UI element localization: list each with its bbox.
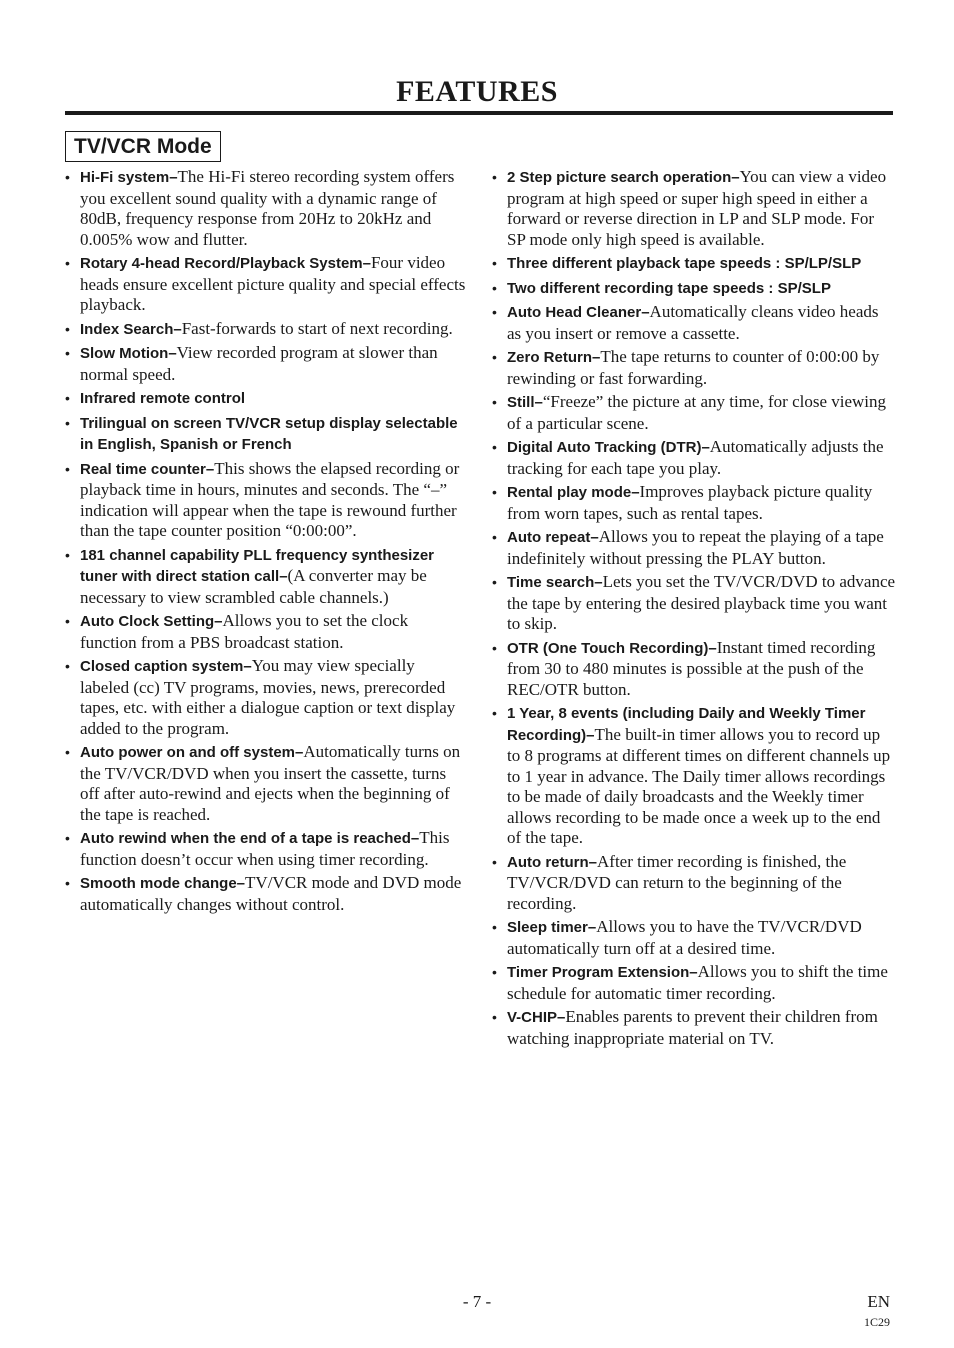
feature-description: The Hi-Fi stereo recording system offers you excellent sound quality with a dynamic range of 80dB, frequency response from 20Hz to 20kHz and 0.005% wow and flutter.	[80, 167, 455, 249]
list-item	[492, 347, 896, 389]
feature-description: View recorded program at slower than normal speed.	[80, 343, 438, 384]
list-item	[65, 413, 467, 456]
feature-description: You can view a video program at high speed or super high speed in either a forward or reverse direction in LP and SLP mode. For SP mode only high speed is available.	[507, 167, 887, 249]
feature-term: 181 channel capability PLL frequency synthesizer tuner with direct station call–	[80, 546, 435, 585]
feature-description: This function doesn’t occur when using timer recording.	[80, 828, 450, 869]
feature-term: Zero Return–	[507, 349, 601, 366]
bullet-icon: •	[492, 279, 497, 296]
bullet-icon: •	[65, 830, 70, 846]
list-item	[65, 167, 467, 250]
feature-term: Real time counter–	[80, 460, 215, 478]
feature-term: 1 Year, 8 events (including Daily and Weekly Timer Recording)–	[507, 705, 866, 744]
feature-description: Allows you to set the clock function from a PBS broadcast station.	[80, 611, 409, 652]
bullet-icon: •	[65, 320, 70, 337]
list-item	[65, 545, 467, 609]
feature-description: (A converter may be necessary to view scrambled cable channels.)	[80, 566, 427, 607]
feature-term: Three different playback tape speeds : SP/LP/SLP	[507, 255, 862, 272]
list-item	[65, 343, 467, 385]
right-feature-list	[492, 167, 896, 1052]
bullet-icon: •	[492, 439, 497, 455]
feature-description: Allows you to repeat the playing of a tape indefinitely without pressing the PLAY button.	[507, 527, 884, 568]
bullet-icon: •	[492, 919, 497, 935]
feature-term: Trilingual on screen TV/VCR setup display selectable in English, Spanish or French	[80, 414, 458, 453]
feature-term: Sleep timer–	[507, 919, 597, 936]
feature-description: Enables parents to prevent their children from watching inappropriate material on TV.	[507, 1007, 878, 1048]
bullet-icon: •	[65, 658, 70, 674]
list-item	[65, 742, 467, 825]
bullet-icon: •	[65, 169, 70, 185]
feature-term: Auto rewind when the end of a tape is reached–	[80, 830, 420, 847]
bullet-icon: •	[492, 304, 497, 320]
list-item	[65, 388, 467, 410]
list-item	[65, 656, 467, 739]
list-item	[492, 253, 896, 275]
document-code: 1C29	[863, 1315, 890, 1329]
feature-description: After timer recording is finished, the TV/VCR/DVD can return to the beginning of the recording.	[507, 851, 847, 913]
bullet-icon: •	[492, 349, 497, 365]
feature-description: The tape returns to counter of 0:00:00 by rewinding or fast forwarding.	[507, 347, 880, 388]
bullet-icon: •	[65, 744, 70, 760]
feature-description: Four video heads ensure excellent picture quality and special effects playback.	[80, 253, 466, 314]
list-item	[65, 611, 467, 653]
feature-term: Closed caption system–	[80, 658, 252, 675]
list-item	[65, 828, 467, 870]
list-item	[492, 1007, 896, 1049]
bullet-icon: •	[492, 853, 497, 870]
bullet-icon: •	[492, 255, 497, 271]
feature-term: Auto power on and off system–	[80, 744, 304, 761]
bullet-icon: •	[492, 394, 497, 410]
list-item	[492, 917, 896, 959]
bullet-icon: •	[492, 484, 497, 500]
feature-description: Instant timed recording from 30 to 480 minutes is possible at the push of the REC/OTR button.	[507, 637, 876, 699]
list-item	[65, 253, 467, 316]
feature-description: Allows you to have the TV/VCR/DVD automatically turn off at a desired time.	[507, 917, 862, 958]
bullet-icon: •	[492, 529, 497, 545]
feature-description: The built-in timer allows you to record up to 8 programs at different times on different channels up to 1 year in advance. The Daily timer allows recordings to be made of daily broadcasts and the Weekly timer allows recording to be made once a week up to the end of the tape.	[507, 724, 891, 847]
feature-term: Auto return–	[507, 853, 597, 871]
list-item	[492, 527, 896, 569]
bullet-icon: •	[492, 705, 497, 721]
feature-term: Slow Motion–	[80, 345, 177, 362]
bullet-icon: •	[492, 574, 497, 590]
feature-description: Automatically turns on the TV/VCR/DVD when you insert the cassette, turns off after auto-rewind and ejects when the beginning of the tape is reached.	[80, 742, 461, 824]
feature-term: Digital Auto Tracking (DTR)–	[507, 439, 710, 456]
bullet-icon: •	[65, 613, 70, 629]
bullet-icon: •	[65, 460, 70, 477]
bullet-icon: •	[492, 1009, 497, 1025]
list-item	[492, 852, 896, 915]
feature-term: Smooth mode change–	[80, 875, 246, 892]
feature-description: Allows you to shift the time schedule for automatic timer recording.	[507, 962, 888, 1003]
feature-term: Hi-Fi system–	[80, 169, 178, 186]
feature-description: You may view specially labeled (cc) TV programs, movies, news, prerecorded tapes, etc. with either a dialogue caption or text display added to the program.	[80, 656, 456, 738]
list-item	[492, 278, 896, 300]
feature-term: Index Search–	[80, 320, 182, 338]
feature-term: Auto repeat–	[507, 529, 599, 546]
bullet-icon: •	[492, 639, 497, 656]
feature-term: V-CHIP–	[507, 1009, 566, 1026]
feature-term: OTR (One Touch Recording)–	[507, 639, 717, 657]
feature-term: 2 Step picture search operation–	[507, 169, 740, 186]
page-title: FEATURES	[396, 75, 558, 108]
list-item	[492, 572, 896, 635]
bullet-icon: •	[492, 964, 497, 980]
list-item	[65, 459, 467, 542]
feature-description: Fast-forwards to start of next recording.	[181, 318, 453, 338]
list-item	[65, 319, 467, 341]
list-item	[492, 167, 896, 250]
list-item	[492, 302, 896, 344]
page-number: - 7 -	[462, 1292, 492, 1311]
feature-term: Auto Head Cleaner–	[507, 304, 650, 321]
title-rule	[65, 111, 893, 115]
bullet-icon: •	[65, 390, 70, 406]
list-item	[492, 392, 896, 434]
list-item	[492, 703, 896, 849]
feature-description: “Freeze” the picture at any time, for close viewing of a particular scene.	[507, 392, 887, 433]
left-feature-list	[65, 167, 467, 918]
feature-term: Infrared remote control	[80, 390, 246, 407]
feature-term: Time search–	[507, 574, 603, 591]
feature-description: This shows the elapsed recording or playback time in hours, minutes and seconds. The “–” indication will appear when the tape is rewound further than the tape counter position “0:00:00”.	[80, 458, 460, 540]
feature-term: Timer Program Extension–	[507, 964, 698, 981]
bullet-icon: •	[65, 875, 70, 891]
feature-term: Rotary 4-head Record/Playback System–	[80, 255, 371, 272]
feature-description: TV/VCR mode and DVD mode automatically changes without control.	[80, 873, 462, 914]
bullet-icon: •	[65, 345, 70, 361]
bullet-icon: •	[65, 546, 70, 563]
feature-description: Automatically cleans video heads as you insert or remove a cassette.	[507, 302, 879, 343]
list-item	[65, 873, 467, 915]
list-item	[492, 962, 896, 1004]
feature-term: Auto Clock Setting–	[80, 613, 223, 630]
language-code: EN	[867, 1292, 890, 1311]
bullet-icon: •	[65, 255, 70, 271]
feature-description: Automatically adjusts the tracking for each tape you play.	[507, 437, 884, 478]
section-heading: TV/VCR Mode	[65, 131, 221, 162]
feature-term: Rental play mode–	[507, 484, 640, 501]
feature-description: Improves playback picture quality from worn tapes, such as rental tapes.	[507, 482, 873, 523]
feature-description: Lets you set the TV/VCR/DVD to advance the tape by entering the desired playback time you want to skip.	[507, 572, 896, 633]
list-item	[492, 437, 896, 479]
list-item	[492, 482, 896, 524]
feature-term: Still–	[507, 394, 543, 411]
feature-term: Two different recording tape speeds : SP/SLP	[507, 279, 831, 297]
list-item	[492, 638, 896, 701]
bullet-icon: •	[492, 169, 497, 185]
bullet-icon: •	[65, 414, 70, 431]
